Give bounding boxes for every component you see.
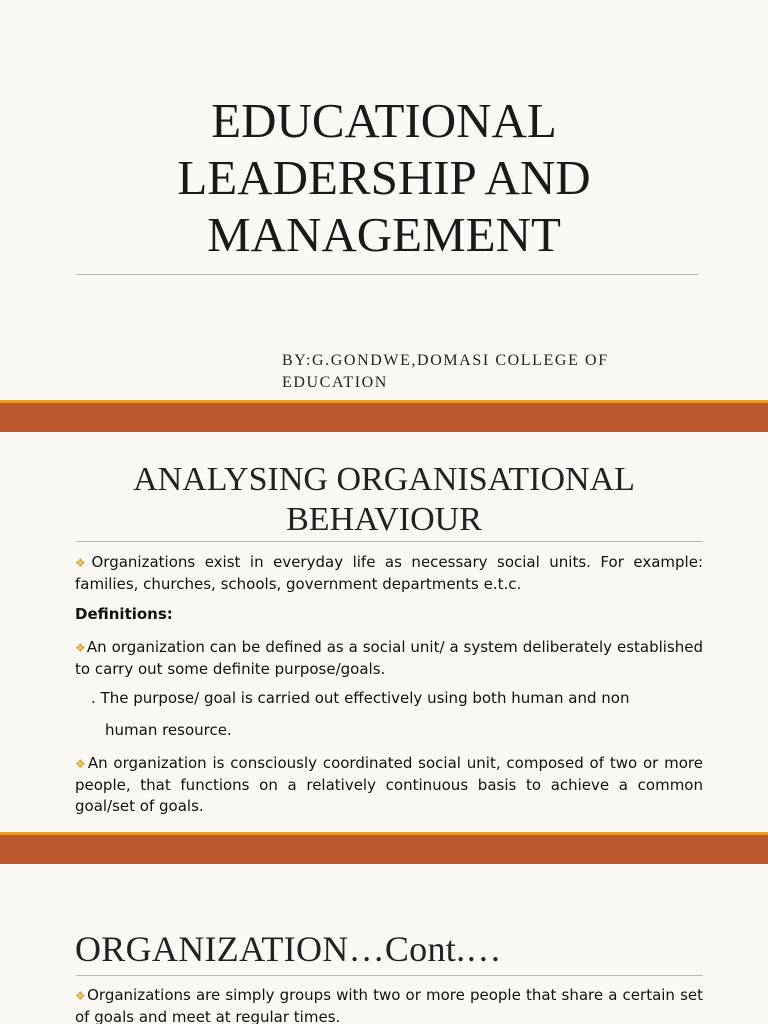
- paragraph-purpose-line-2: [105, 720, 733, 741]
- paragraph-organizations-groups: [75, 985, 703, 1024]
- title-line-1: EDUCATIONAL: [211, 93, 557, 148]
- paragraph-text: [75, 753, 703, 817]
- paragraph-definition-social-unit: [75, 637, 703, 680]
- author-line-1: BY:G.GONDWE,DOMASI COLLEGE OF: [282, 352, 609, 369]
- slide-2-title-line-2: BEHAVIOUR: [286, 501, 482, 538]
- slide-3-title: ORGANIZATION…Cont.…: [75, 929, 502, 969]
- paragraph-text: [75, 637, 703, 680]
- paragraph-body: An organization is consciously coordinated social unit, composed of two or more people, that functions on a relatively continuous basis to achieve a common goal/set of goals.: [75, 754, 703, 815]
- definitions-heading: Definitions:: [75, 605, 173, 623]
- diamond-bullet-icon: ❖: [75, 641, 86, 655]
- slide-2-divider: [76, 541, 703, 542]
- diamond-bullet-icon: ❖: [75, 757, 87, 771]
- author-line: [282, 350, 702, 394]
- definitions-heading-block: [75, 604, 703, 625]
- slide-separator-band: [0, 832, 768, 864]
- diamond-bullet-icon: ❖: [75, 556, 91, 570]
- slide-separator-band: [0, 400, 768, 432]
- slide-2-title: [0, 460, 768, 540]
- paragraph-text: [75, 552, 703, 595]
- paragraph-body: Organizations exist in everyday life as necessary social units. For example: families, churches, schools, government departments e.t.c.: [75, 553, 703, 593]
- slide-organization-cont: [0, 864, 768, 1024]
- paragraph-purpose-line-1: [91, 688, 719, 709]
- diamond-bullet-icon: ❖: [75, 989, 87, 1003]
- paragraph-organizations-exist: [75, 552, 703, 595]
- author-line-2: EDUCATION: [282, 374, 388, 391]
- slide-title: [0, 0, 768, 400]
- title-divider: [76, 274, 698, 275]
- paragraph-body: Organizations are simply groups with two or more people that share a certain set of goals and meet at regular times.: [75, 986, 703, 1024]
- slide-organisational-behaviour: [0, 432, 768, 832]
- title-line-3: MANAGEMENT: [207, 207, 561, 262]
- indent-text: . The purpose/ goal is carried out effectively using both human and non: [91, 689, 630, 707]
- presentation-title: [0, 92, 768, 263]
- slide-2-title-line-1: ANALYSING ORGANISATIONAL: [133, 461, 635, 498]
- paragraph-text: [75, 985, 703, 1024]
- slide-3-divider: [76, 975, 703, 976]
- title-line-2: LEADERSHIP AND: [177, 150, 591, 205]
- indent-text: human resource.: [105, 721, 232, 739]
- paragraph-definition-coordinated-unit: [75, 753, 703, 817]
- paragraph-body: An organization can be defined as a social unit/ a system deliberately established to carry out some definite purpose/goals.: [75, 638, 704, 678]
